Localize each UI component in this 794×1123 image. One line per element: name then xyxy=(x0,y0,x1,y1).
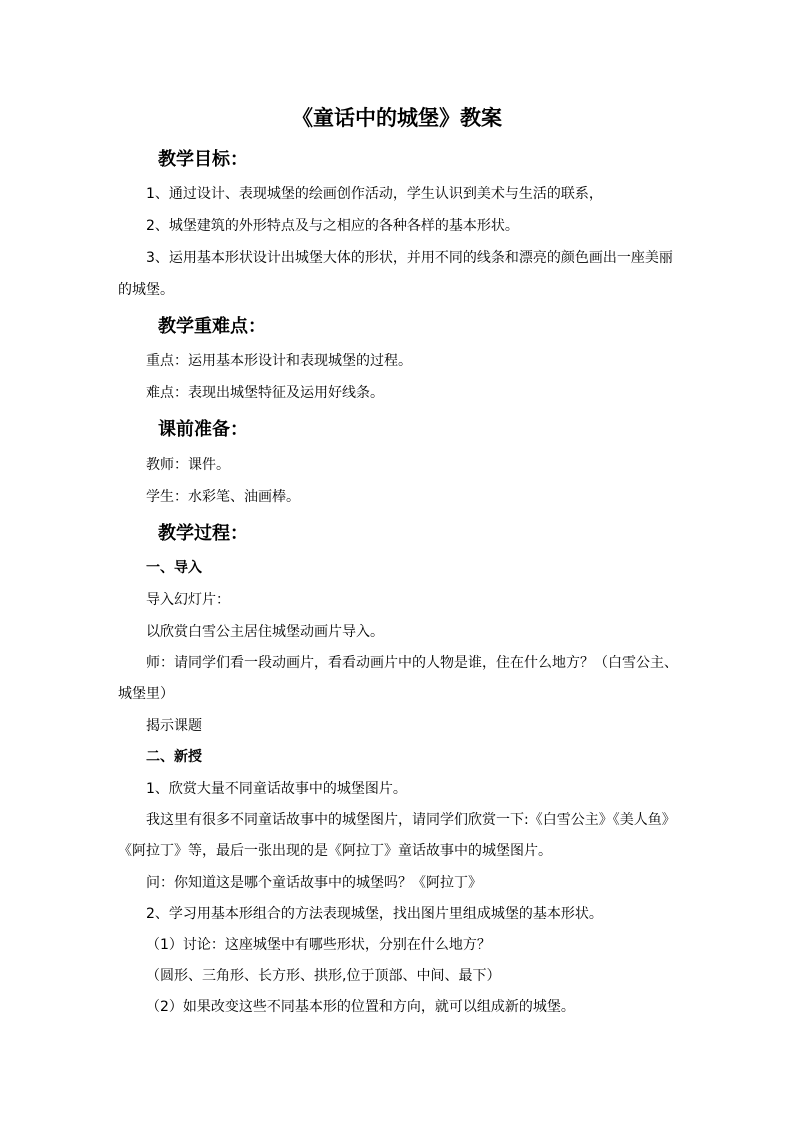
heading-key-points: 教学重难点： xyxy=(158,316,266,337)
objective-item-3: 3、运用基本形状设计出城堡大体的形状，并用不同的线条和漂亮的颜色画出一座美丽 xyxy=(146,250,673,266)
process-part2-line-continued: 《阿拉丁》等，最后一张出现的是《阿拉丁》童话故事中的城堡图片。 xyxy=(118,843,552,859)
process-part2-title: 二、新授 xyxy=(146,749,202,765)
preparation-students: 学生：水彩笔、油画棒。 xyxy=(146,489,300,505)
key-point-focus: 重点：运用基本形设计和表现城堡的过程。 xyxy=(146,353,412,369)
process-part1-line: 师：请同学们看一段动画片，看看动画片中的人物是谁，住在什么地方？（白雪公主、 xyxy=(146,655,678,671)
process-part2-line: 问：你知道这是哪个童话故事中的城堡吗？《阿拉丁》 xyxy=(146,875,482,891)
document-title: 《童话中的城堡》教案 xyxy=(292,106,502,130)
process-part2-line: （圆形、三角形、长方形、拱形,位于顶部、中间、最下） xyxy=(146,968,501,984)
objective-item-3-continued: 的城堡。 xyxy=(118,282,174,298)
process-part2-line: 我这里有很多不同童话故事中的城堡图片，请同学们欣赏一下:《白雪公主》《美人鱼》 xyxy=(146,812,676,828)
key-point-difficulty: 难点：表现出城堡特征及运用好线条。 xyxy=(146,385,384,401)
process-part2-line: 2、学习用基本形组合的方法表现城堡，找出图片里组成城堡的基本形状。 xyxy=(146,906,603,922)
heading-process: 教学过程： xyxy=(158,523,248,544)
process-part2-line: 1、欣赏大量不同童话故事中的城堡图片。 xyxy=(146,781,407,797)
process-part1-line-continued: 城堡里） xyxy=(118,686,174,702)
objective-item-2: 2、城堡建筑的外形特点及与之相应的各种各样的基本形状。 xyxy=(146,218,519,234)
preparation-teacher: 教师：课件。 xyxy=(146,457,230,473)
process-part1-line: 导入幻灯片： xyxy=(146,592,230,608)
heading-preparation: 课前准备： xyxy=(158,419,248,440)
process-part1-line: 以欣赏白雪公主居住城堡动画片导入。 xyxy=(146,624,384,640)
process-part2-line: （1）讨论：这座城堡中有哪些形状，分别在什么地方？ xyxy=(146,937,491,953)
heading-objectives: 教学目标： xyxy=(158,149,248,170)
process-part1-line: 揭示课题 xyxy=(146,718,202,734)
objective-item-1: 1、通过设计、表现城堡的绘画创作活动，学生认识到美术与生活的联系， xyxy=(146,186,603,202)
process-part2-line: （2）如果改变这些不同基本形的位置和方向，就可以组成新的城堡。 xyxy=(146,999,575,1015)
process-part1-title: 一、导入 xyxy=(146,560,202,576)
